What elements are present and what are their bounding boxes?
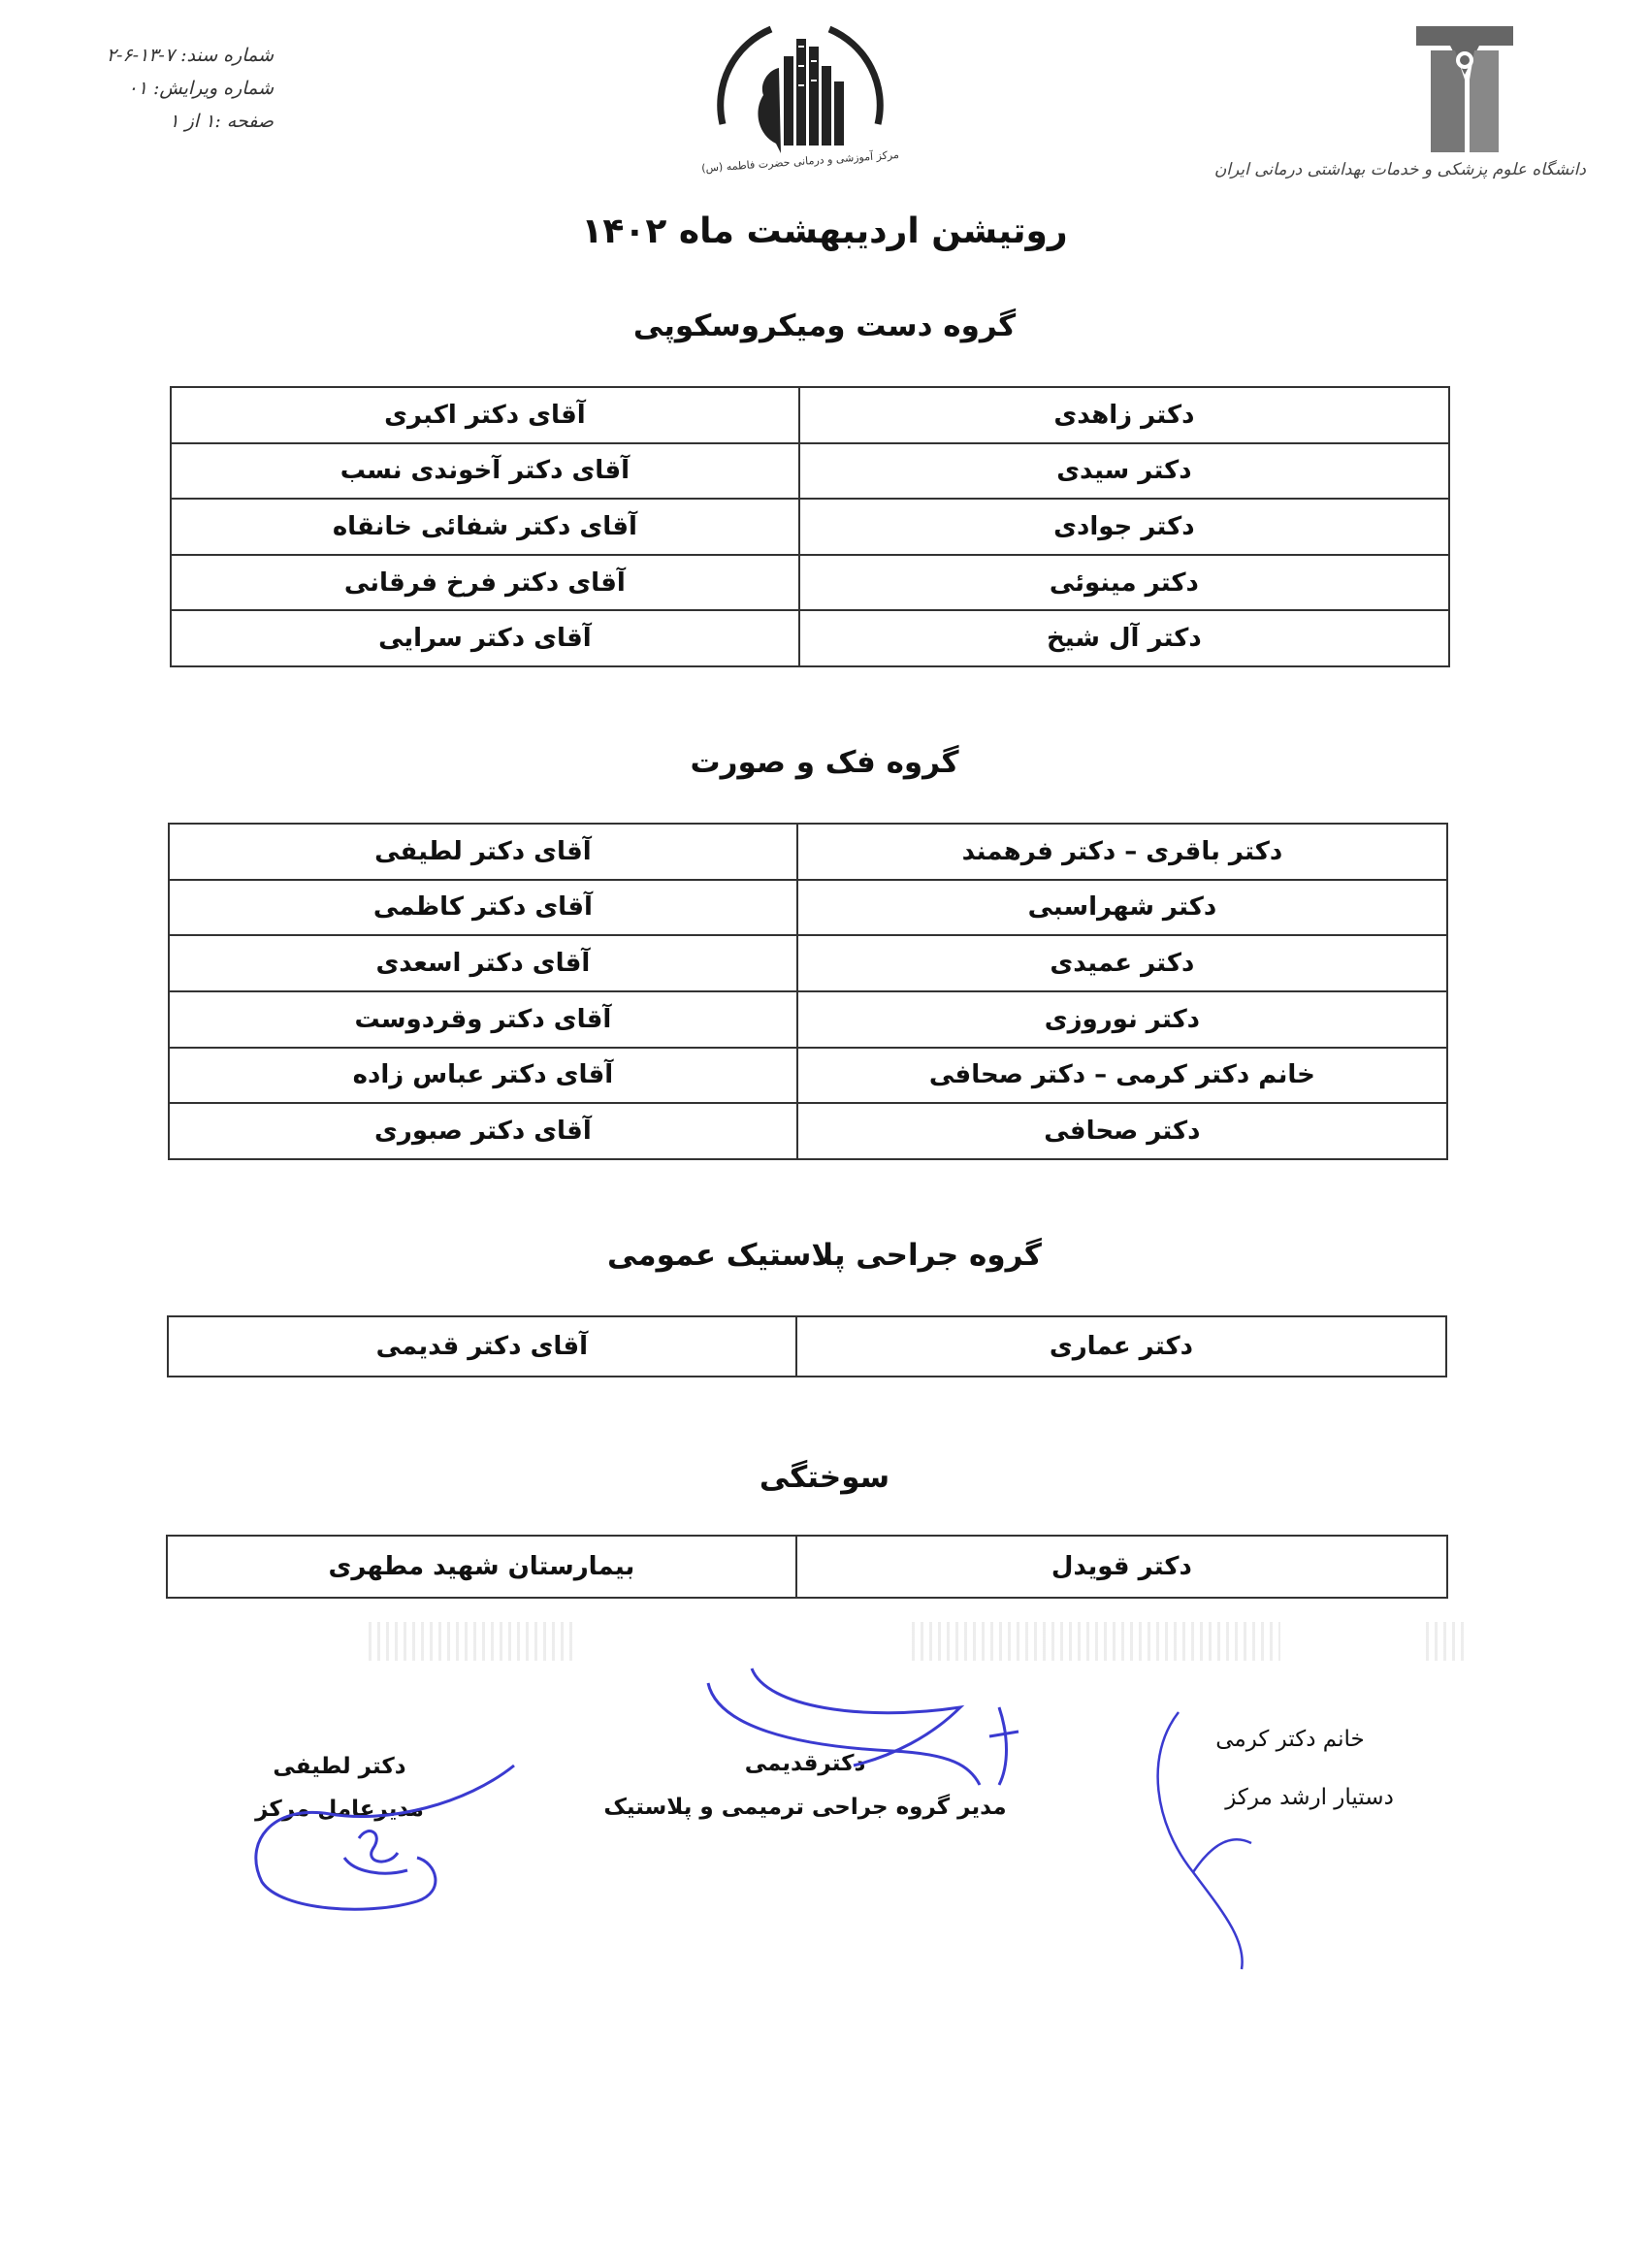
signature-right-name: خانم دکتر کرمی xyxy=(1215,1727,1365,1752)
university-name: دانشگاه علوم پزشکی و خدمات بهداشتی درمانی ایران xyxy=(1213,160,1586,179)
table-cell: آقای دکتر فرخ فرقانی xyxy=(171,555,799,611)
table-row xyxy=(169,991,1447,1048)
table-cell: دکتر جوادی xyxy=(799,499,1449,555)
table-cell: دکتر قویدل xyxy=(796,1536,1447,1598)
scan-artifact xyxy=(912,1622,1280,1661)
signature-right-role: دستیار ارشد مرکز xyxy=(1225,1785,1394,1810)
table-cell: دکتر عمیدی xyxy=(797,935,1447,991)
table-row xyxy=(169,1103,1447,1159)
table-cell: دکتر مینوئی xyxy=(799,555,1449,611)
section-title-general-plastic: گروه جراحی پلاستیک عمومی xyxy=(607,1238,1042,1273)
table-cell: آقای دکتر صبوری xyxy=(169,1103,797,1159)
scan-artifact xyxy=(369,1622,572,1661)
scan-artifact xyxy=(1426,1622,1465,1661)
table-cell: آقای دکتر اسعدی xyxy=(169,935,797,991)
signature-left-scribble xyxy=(256,1766,514,1909)
table-cell: آقای دکتر شفائی خانقاه xyxy=(171,499,799,555)
table-cell: آقای دکتر قدیمی xyxy=(168,1316,796,1377)
table-row xyxy=(167,1536,1447,1598)
table-row xyxy=(169,824,1447,880)
table-cell: دکتر آل شیخ xyxy=(799,610,1449,666)
table-cell: دکتر شهراسبی xyxy=(797,880,1447,936)
table-maxillofacial xyxy=(168,823,1448,1160)
doc-number: شماره سند: ۷-۱۳-۶-۲ xyxy=(106,45,274,66)
section-title-burns: سوختگی xyxy=(759,1460,890,1495)
table-row xyxy=(168,1316,1446,1377)
document-meta xyxy=(60,39,274,138)
signature-left-role: مدیرعامل مرکز xyxy=(255,1797,424,1822)
table-row xyxy=(171,387,1449,443)
table-cell: آقای دکتر عباس زاده xyxy=(169,1048,797,1104)
table-row xyxy=(171,555,1449,611)
table-row xyxy=(169,880,1447,936)
table-row xyxy=(171,610,1449,666)
table-cell: دکتر زاهدی xyxy=(799,387,1449,443)
signature-center-name: دکترقدیمی xyxy=(744,1751,866,1776)
signature-left-name: دکتر لطیفی xyxy=(273,1754,406,1779)
table-cell: دکتر عماری xyxy=(796,1316,1446,1377)
table-cell: خانم دکتر کرمی – دکتر صحافی xyxy=(797,1048,1447,1104)
table-cell: آقای دکتر لطیفی xyxy=(169,824,797,880)
table-cell: آقای دکتر سرایی xyxy=(171,610,799,666)
table-cell: آقای دکتر آخوندی نسب xyxy=(171,443,799,500)
table-cell: آقای دکتر کاظمی xyxy=(169,880,797,936)
table-general-plastic xyxy=(167,1315,1447,1377)
table-hand-microscopy xyxy=(170,386,1450,667)
table-row xyxy=(171,499,1449,555)
table-cell: دکتر باقری – دکتر فرهمند xyxy=(797,824,1447,880)
hospital-logo-caption: مرکز آموزشی و درمانی حضرت فاطمه (س) xyxy=(700,147,900,176)
table-cell: آقای دکتر وقردوست xyxy=(169,991,797,1048)
page-title: روتیشن اردیبهشت ماه ۱۴۰۲ xyxy=(581,211,1068,251)
section-title-hand-microscopy: گروه دست ومیکروسکوپی xyxy=(632,308,1017,343)
table-cell: دکتر نوروزی xyxy=(797,991,1447,1048)
page-number: صفحه :۱ از ۱ xyxy=(169,111,274,132)
table-cell: دکتر صحافی xyxy=(797,1103,1447,1159)
table-row xyxy=(171,443,1449,500)
table-cell: دکتر سیدی xyxy=(799,443,1449,500)
revision-number: شماره ویرایش: ۰۱ xyxy=(127,78,274,99)
signature-center-role: مدیر گروه جراحی ترمیمی و پلاستیک xyxy=(603,1795,1007,1820)
table-row xyxy=(169,935,1447,991)
table-row xyxy=(169,1048,1447,1104)
table-cell: آقای دکتر اکبری xyxy=(171,387,799,443)
university-logo-icon xyxy=(1411,21,1518,157)
section-title-maxillofacial: گروه فک و صورت xyxy=(690,745,959,780)
table-burns xyxy=(166,1535,1448,1599)
table-cell: بیمارستان شهید مطهری xyxy=(167,1536,796,1598)
